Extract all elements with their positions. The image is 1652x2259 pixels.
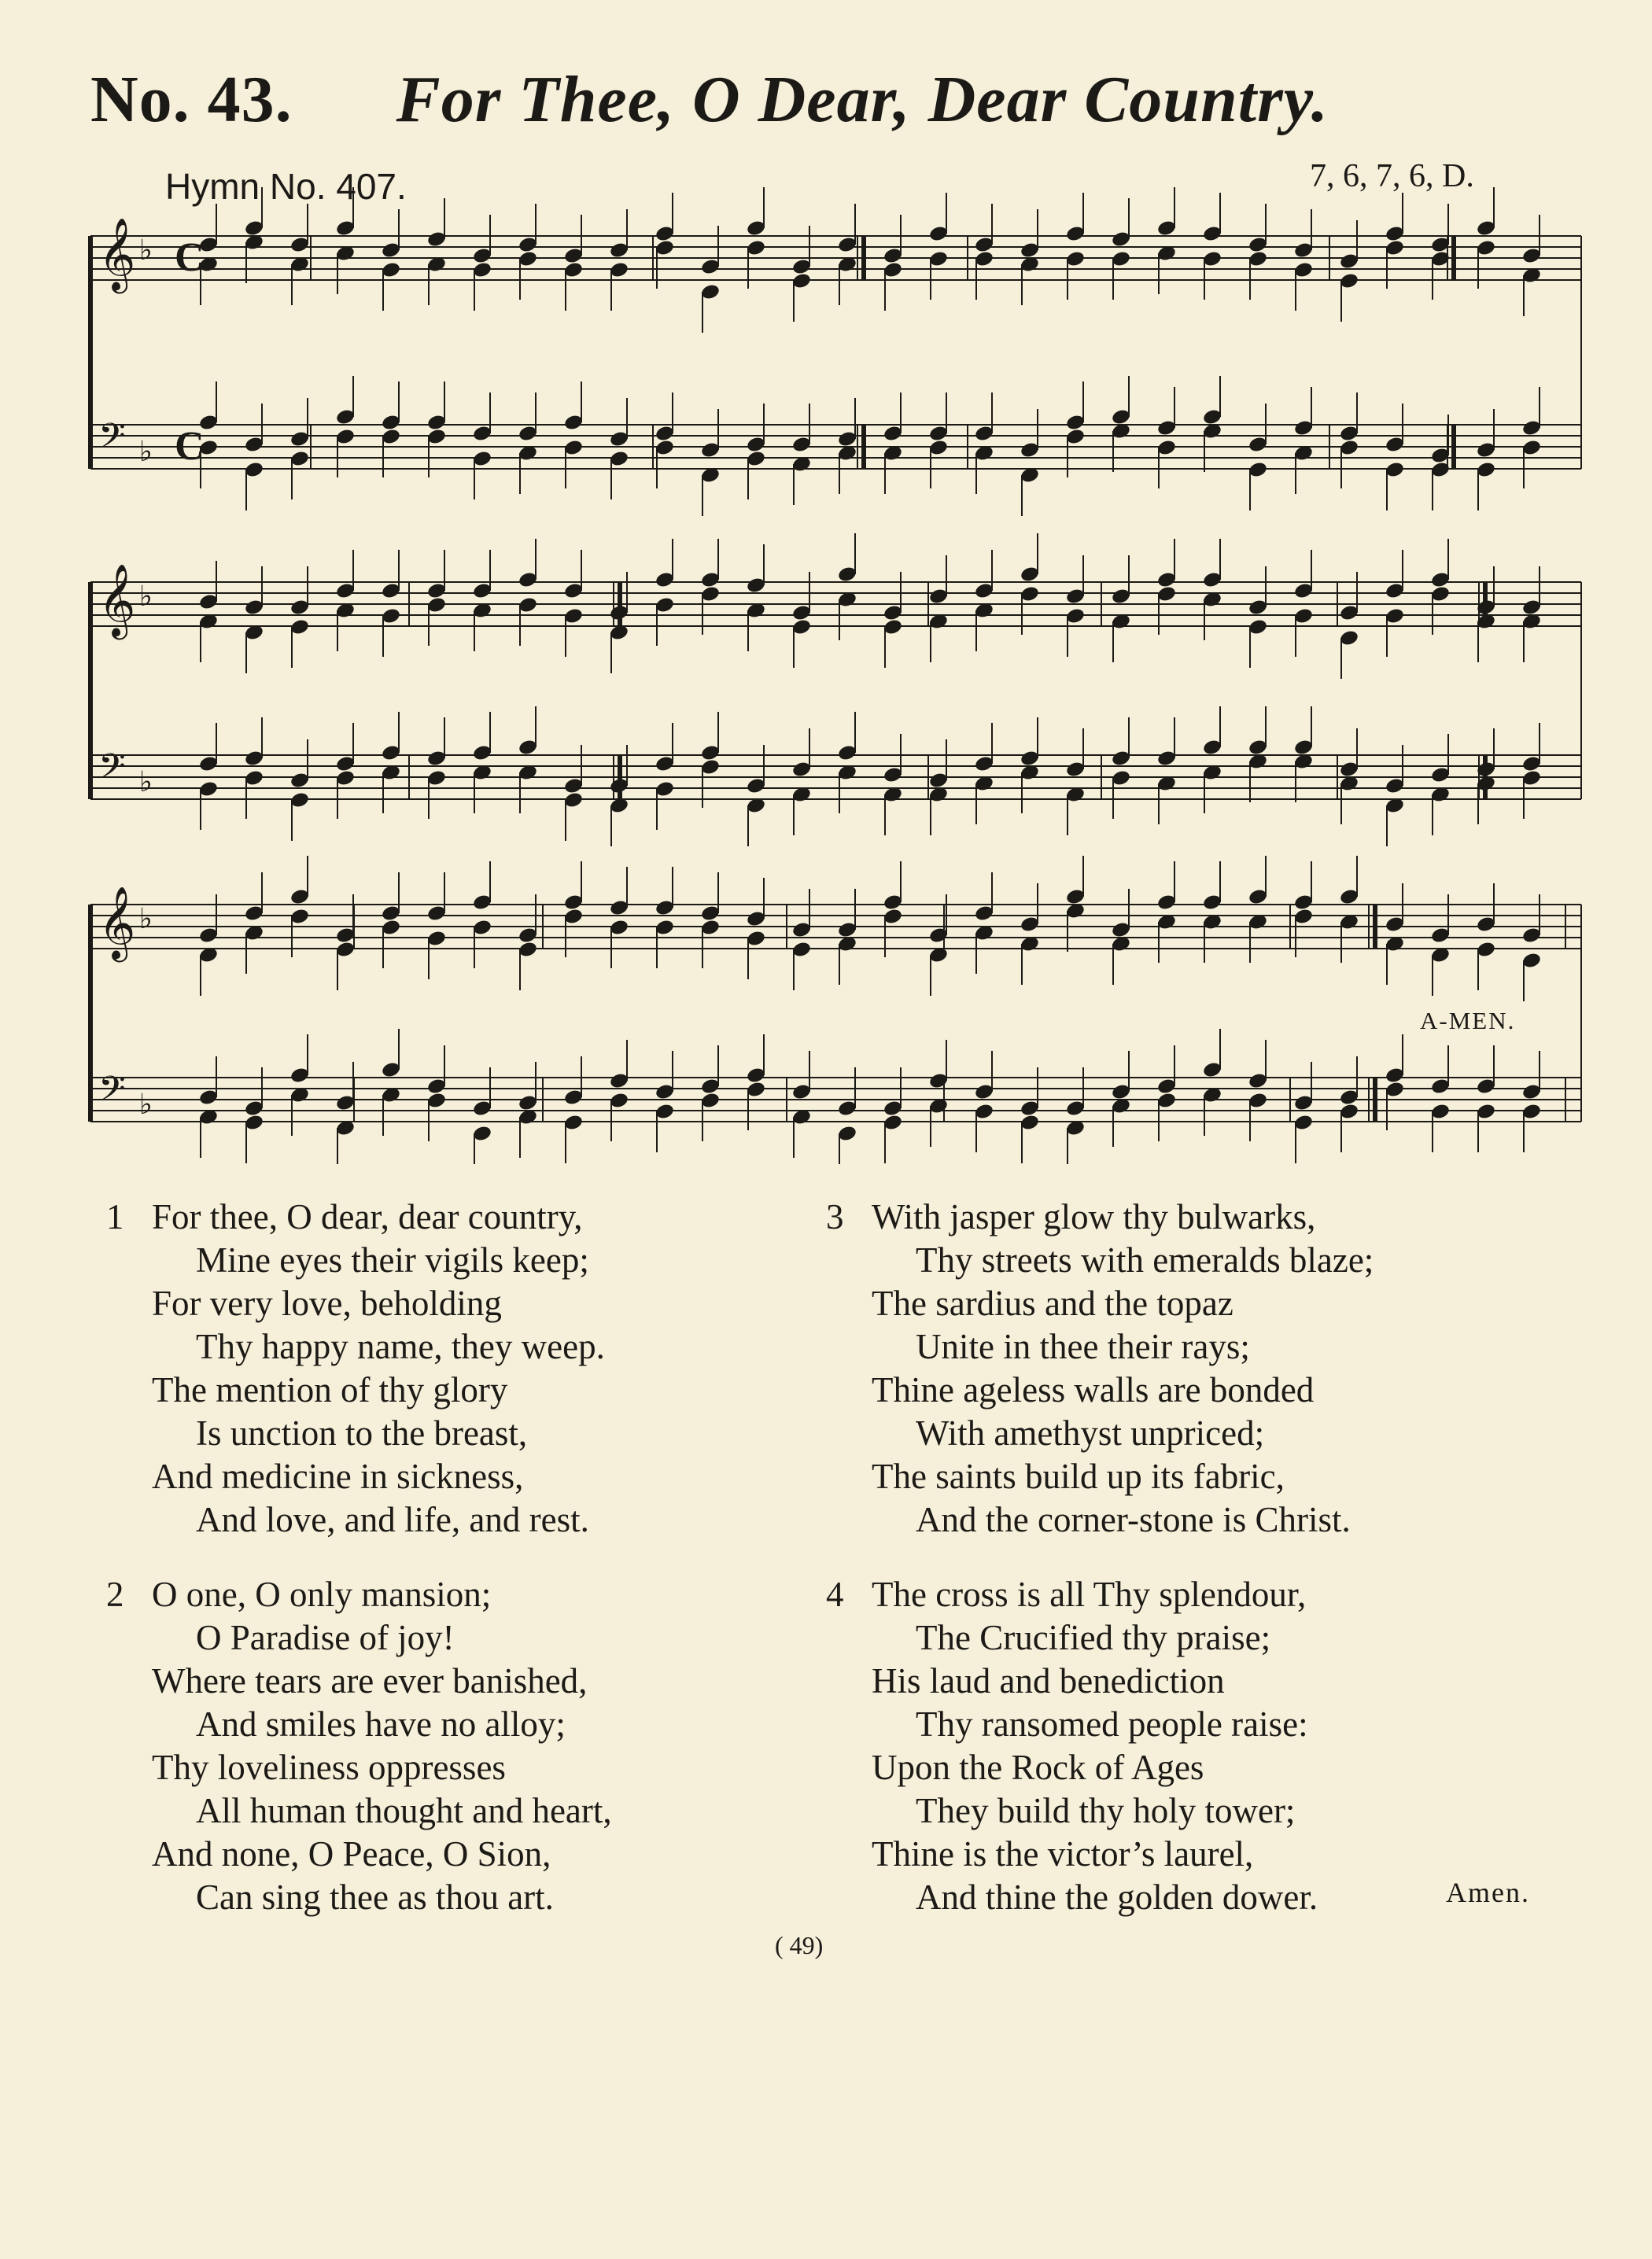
- verse-line: And medicine in sickness,: [152, 1457, 524, 1496]
- verse-line: Unite in thee their rays;: [916, 1327, 1250, 1366]
- verse-4: [826, 1573, 1318, 1919]
- verse-line: The mention of thy glory: [152, 1370, 508, 1410]
- bass-clef-icon: 𝄢: [98, 415, 126, 465]
- bass-clef-icon: 𝄢: [98, 1068, 126, 1118]
- verse-line: And the corner-stone is Christ.: [916, 1500, 1351, 1539]
- verse-line: Mine eyes their vigils keep;: [196, 1240, 589, 1280]
- verse-3: [826, 1196, 1374, 1542]
- verse-line: Can sing thee as thou art.: [196, 1878, 554, 1917]
- flat-icon: ♭: [139, 1089, 153, 1121]
- verse-line: The sardius and the topaz: [872, 1284, 1233, 1323]
- verse-line: Thy ransomed people raise:: [916, 1704, 1308, 1744]
- verse-line: All human thought and heart,: [196, 1791, 612, 1830]
- hymn-number: No. 43.: [90, 63, 293, 136]
- verse-line: Thine ageless walls are bonded: [872, 1370, 1315, 1410]
- verse-line: They build thy holy tower;: [916, 1791, 1296, 1830]
- flat-icon: ♭: [139, 766, 153, 798]
- verse-number: 4: [826, 1575, 844, 1614]
- hymn-title: For Thee, O Dear, Dear Country.: [396, 63, 1329, 136]
- verse-line: Upon the Rock of Ages: [872, 1748, 1204, 1787]
- common-time-icon: C: [175, 424, 205, 469]
- verse-line: And love, and life, and rest.: [196, 1500, 589, 1539]
- verse-line: O Paradise of joy!: [196, 1618, 455, 1657]
- verse-line: Thy loveliness oppresses: [152, 1748, 506, 1787]
- closing-amen: Amen.: [1446, 1877, 1530, 1908]
- verse-line: The cross is all Thy splendour,: [872, 1575, 1307, 1614]
- verse-line: O one, O only mansion;: [152, 1575, 492, 1614]
- bass-clef-icon: 𝄢: [98, 746, 126, 795]
- treble-clef-icon: 𝄞: [98, 563, 136, 636]
- flat-icon: ♭: [139, 234, 153, 267]
- flat-icon: ♭: [139, 903, 153, 935]
- verse-line: Thine is the victor’s laurel,: [872, 1834, 1254, 1874]
- verse-line: With amethyst unpriced;: [916, 1413, 1265, 1453]
- verse-line: For thee, O dear, dear country,: [152, 1197, 583, 1236]
- verse-number: 3: [826, 1197, 844, 1236]
- verse-line: The Crucified thy praise;: [916, 1618, 1271, 1657]
- verse-line: And smiles have no alloy;: [196, 1704, 566, 1744]
- verse-number: 2: [106, 1575, 124, 1614]
- verse-line: The saints build up its fabric,: [872, 1457, 1285, 1496]
- verse-line: And none, O Peace, O Sion,: [152, 1834, 551, 1874]
- verse-number: 1: [106, 1197, 124, 1236]
- verse-line: His laud and benediction: [872, 1661, 1225, 1701]
- verse-line: Thy streets with emeralds blaze;: [916, 1240, 1374, 1280]
- hymn-meter: 7, 6, 7, 6, D.: [1310, 158, 1474, 194]
- amen-label: A-MEN.: [1420, 1007, 1516, 1034]
- verse-line: For very love, beholding: [152, 1284, 502, 1323]
- verse-1: [106, 1196, 605, 1542]
- flat-icon: ♭: [139, 580, 153, 613]
- verse-line: Is unction to the breast,: [196, 1413, 528, 1453]
- flat-icon: ♭: [139, 436, 153, 468]
- hymn-reference: Hymn No. 407.: [165, 166, 407, 207]
- treble-clef-icon: 𝄞: [98, 886, 136, 959]
- common-time-icon: C: [175, 235, 205, 280]
- verse-line: Thy happy name, they weep.: [196, 1327, 605, 1366]
- verse-line: Where tears are ever banished,: [152, 1661, 588, 1701]
- verse-line: With jasper glow thy bulwarks,: [872, 1197, 1316, 1236]
- page-number: ( 49): [775, 1931, 824, 1959]
- treble-clef-icon: 𝄞: [98, 217, 136, 290]
- verse-2: [106, 1573, 612, 1919]
- verse-line: And thine the golden dower.: [916, 1878, 1318, 1917]
